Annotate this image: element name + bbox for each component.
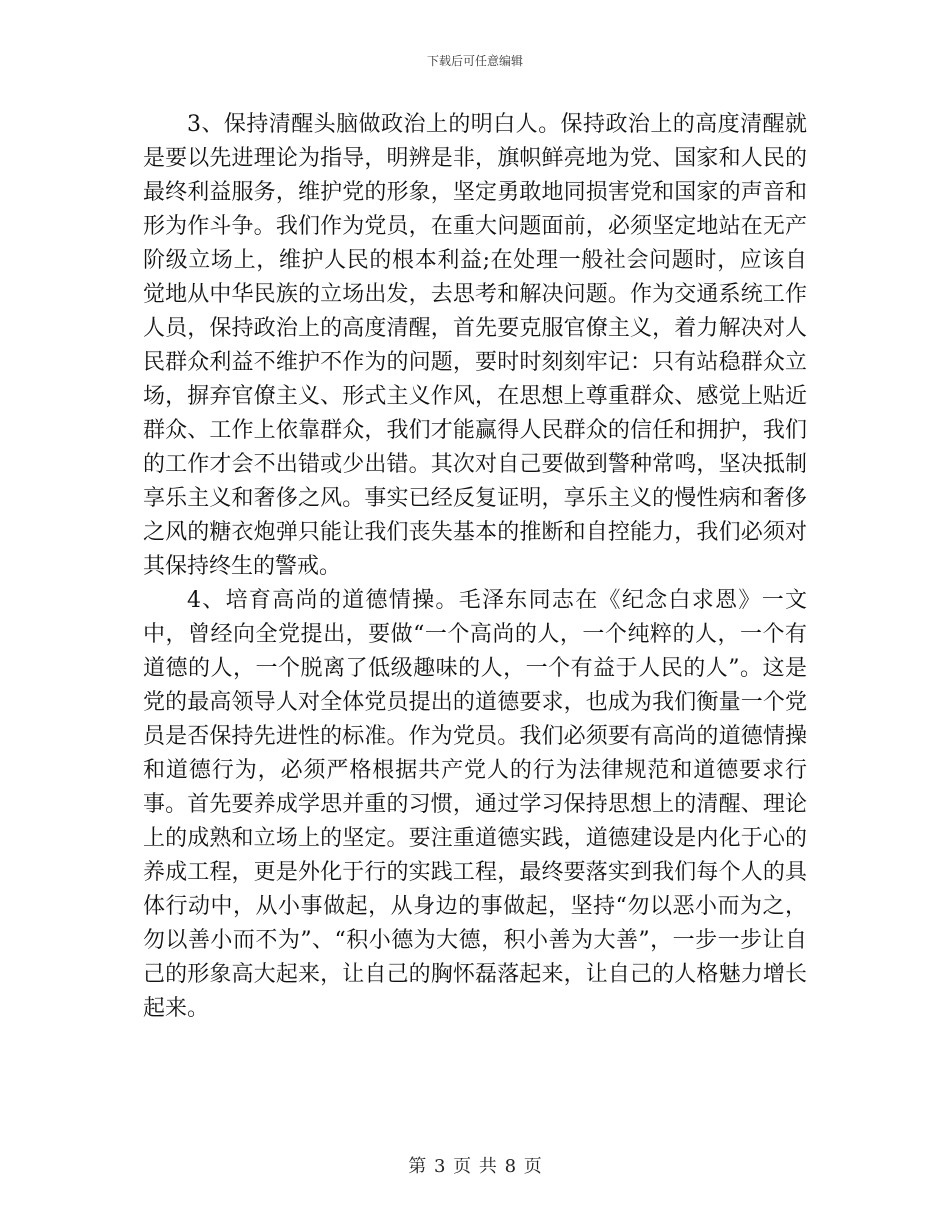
paragraph-3: 3、保持清醒头脑做政治上的明白人。保持政治上的高度清醒就是要以先进理论为指导，明辨是非，旗帜鲜亮地为党、国家和人民的最终利益服务，维护党的形象，坚定勇敢地同损害党和国家的声音和形为作斗争。我们作为党员，在重大问题面前，必须坚定地站在无产阶级立场上，维护人民的根本利益;在处理一般社会问题时，应该自觉地从中华民族的立场出发，去思考和解决问题。作为交通系统工作人员，保持政治上的高度清醒，首先要克服官僚主义，着力解决对人民群众利益不维护不作为的问题，要时时刻刻牢记：只有站稳群众立场，摒弃官僚主义、形式主义作风，在思想上尊重群众、感觉上贴近群众、工作上依靠群众，我们才能赢得人民群众的信任和拥护，我们的工作才会不出错或少出错。其次对自己要做到警种常鸣，坚决抵制享乐主义和奢侈之风。事实已经反复证明，享乐主义的慢性病和奢侈之风的糖衣炮弹只能让我们丧失基本的推断和自控能力，我们必须对其保持终生的警戒。: [143, 112, 807, 579]
paragraph-4: 4、培育高尚的道德情操。毛泽东同志在《纪念白求恩》一文中，曾经向全党提出，要做“一个高尚的人，一个纯粹的人，一个有道德的人，一个脱离了低级趣味的人，一个有益于人民的人”。这是党的最高领导人对全体党员提出的道德要求，也成为我们衡量一个党员是否保持先进性的标准。作为党员。我们必须要有高尚的道德情操和道德行为，必须严格根据共产党人的行为法律规范和道德要求行事。首先要养成学思并重的习惯，通过学习保持思想上的清醒、理论上的成熟和立场上的坚定。要注重道德实践，道德建设是内化于心的养成工程，更是外化于行的实践工程，最终要落实到我们每个人的具体行动中，从小事做起，从身边的事做起，坚持“勿以恶小而为之，勿以善小而不为”、“积小德为大德，积小善为大善”，一步一步让自己的形象高大起来，让自己的胸怀磊落起来，让自己的人格魅力增长起来。: [143, 588, 807, 1021]
document-body: [143, 108, 807, 1026]
page-header: 下载后可任意编辑: [426, 54, 523, 68]
page-number: 第 3 页 共 8 页: [408, 1156, 542, 1177]
